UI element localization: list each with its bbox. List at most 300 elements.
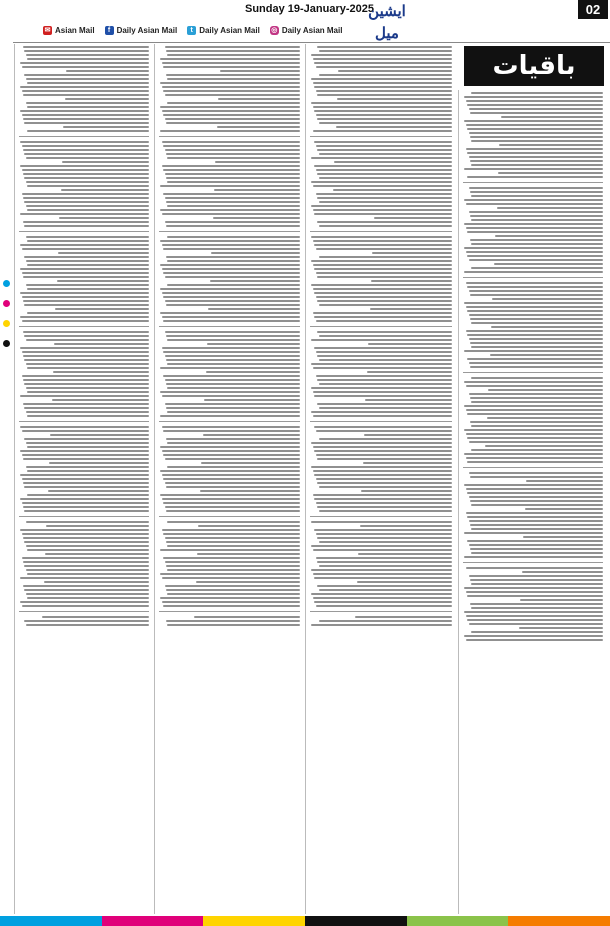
text-line: [317, 331, 452, 333]
text-line: [358, 553, 452, 555]
text-line: [220, 70, 300, 72]
text-line: [470, 318, 603, 320]
text-line: [313, 209, 452, 211]
text-line: [160, 58, 300, 60]
text-line: [22, 66, 149, 68]
text-line: [27, 185, 149, 187]
story-divider: [463, 372, 603, 373]
text-line: [167, 339, 300, 341]
text-line: [314, 395, 452, 397]
text-line: [317, 537, 452, 539]
black-swatch: [305, 916, 407, 926]
text-line: [498, 172, 603, 174]
text-line: [464, 405, 603, 407]
text-line: [166, 153, 300, 155]
text-line: [464, 168, 603, 170]
text-line: [464, 429, 603, 431]
story-divider: [310, 136, 452, 137]
text-line: [367, 371, 452, 373]
text-line: [23, 331, 149, 333]
text-line: [313, 130, 452, 132]
text-line: [311, 181, 452, 183]
text-line: [464, 484, 603, 486]
text-line: [166, 304, 300, 306]
text-line: [61, 189, 149, 191]
text-line: [311, 363, 452, 365]
text-line: [470, 548, 603, 550]
story-divider: [19, 611, 149, 612]
text-line: [194, 616, 300, 618]
text-line: [45, 553, 149, 555]
cyan-mark: [3, 280, 10, 287]
text-line: [26, 284, 150, 286]
text-line: [314, 601, 452, 603]
text-line: [20, 498, 149, 500]
text-line: [160, 597, 300, 599]
story-divider: [310, 611, 452, 612]
section-banner: باقیات: [464, 46, 604, 86]
text-line: [167, 102, 300, 104]
text-line: [471, 504, 603, 506]
text-line: [23, 537, 149, 539]
text-line: [316, 351, 452, 353]
text-line: [469, 520, 603, 522]
page-header: [13, 0, 610, 43]
story-divider: [159, 421, 300, 422]
text-line: [24, 74, 149, 76]
text-line: [466, 203, 603, 205]
text-line: [317, 118, 452, 120]
text-line: [20, 244, 149, 246]
text-line: [467, 492, 603, 494]
text-line: [311, 521, 452, 523]
text-line: [52, 399, 150, 401]
text-line: [464, 587, 603, 589]
story-divider: [19, 421, 149, 422]
text-line: [163, 169, 300, 171]
text-line: [469, 393, 603, 395]
text-line: [313, 312, 452, 314]
text-line: [167, 236, 300, 238]
text-line: [313, 58, 452, 60]
text-line: [464, 271, 603, 273]
social-label: Daily Asian Mail: [281, 25, 343, 35]
text-line: [311, 569, 452, 571]
social-label: Asian Mail: [55, 25, 95, 35]
story-divider: [463, 562, 603, 563]
text-line: [165, 300, 300, 302]
story-divider: [159, 231, 300, 232]
text-line: [167, 624, 300, 626]
text-line: [206, 371, 300, 373]
text-line: [167, 181, 300, 183]
text-line: [316, 296, 452, 298]
text-line: [167, 593, 300, 595]
text-line: [471, 267, 603, 269]
text-line: [464, 532, 603, 534]
text-line: [23, 94, 149, 96]
text-line: [313, 288, 452, 290]
text-line: [166, 335, 300, 337]
text-line: [160, 185, 300, 187]
text-line: [58, 252, 149, 254]
text-line: [316, 557, 452, 559]
text-line: [24, 256, 149, 258]
text-line: [471, 528, 603, 530]
text-line: [313, 106, 452, 108]
text-line: [485, 445, 603, 447]
text-line: [319, 565, 452, 567]
text-line: [314, 62, 452, 64]
text-line: [311, 387, 452, 389]
text-line: [316, 272, 452, 274]
text-line: [374, 217, 452, 219]
text-line: [65, 98, 150, 100]
text-line: [49, 462, 149, 464]
column-text: [463, 90, 603, 914]
text-line: [165, 94, 300, 96]
text-line: [311, 102, 452, 104]
text-line: [22, 533, 149, 535]
text-line: [466, 148, 603, 150]
text-line: [471, 164, 603, 166]
text-line: [20, 213, 149, 215]
text-line: [166, 177, 300, 179]
text-line: [162, 316, 300, 318]
text-line: [466, 567, 603, 569]
text-line: [167, 411, 300, 413]
column-text: [310, 44, 452, 914]
text-line: [162, 529, 300, 531]
text-line: [163, 320, 300, 322]
text-line: [313, 446, 452, 448]
text-line: [337, 98, 452, 100]
text-line: [317, 403, 452, 405]
text-line: [360, 525, 452, 527]
text-line: [22, 114, 149, 116]
text-line: [165, 149, 300, 151]
text-line: [162, 601, 300, 603]
text-line: [319, 383, 452, 385]
text-line: [24, 620, 149, 622]
text-line: [316, 114, 452, 116]
text-line: [26, 54, 150, 56]
text-line: [319, 510, 452, 512]
social-twitter[interactable]: [187, 26, 260, 35]
text-line: [311, 78, 452, 80]
text-line: [466, 433, 603, 435]
text-line: [162, 141, 300, 143]
text-line: [166, 225, 300, 227]
text-line: [317, 149, 452, 151]
text-line: [471, 401, 603, 403]
text-line: [470, 112, 603, 114]
text-line: [365, 399, 452, 401]
page-number: 02: [578, 0, 608, 19]
text-line: [471, 631, 603, 633]
text-line: [162, 498, 300, 500]
social-label: Daily Asian Mail: [116, 25, 178, 35]
text-line: [162, 395, 300, 397]
story-divider: [463, 467, 603, 468]
text-line: [215, 161, 300, 163]
text-line: [319, 620, 452, 622]
text-line: [319, 225, 452, 227]
text-line: [160, 82, 300, 84]
text-line: [46, 525, 149, 527]
text-line: [311, 593, 452, 595]
text-line: [368, 343, 452, 345]
text-line: [208, 308, 300, 310]
text-line: [317, 585, 452, 587]
text-line: [55, 308, 149, 310]
text-line: [520, 599, 603, 601]
text-line: [167, 442, 300, 444]
text-line: [313, 367, 452, 369]
text-line: [466, 124, 603, 126]
text-line: [166, 383, 300, 385]
text-line: [23, 482, 149, 484]
text-line: [467, 310, 603, 312]
text-line: [311, 624, 452, 626]
text-line: [317, 506, 452, 508]
text-line: [214, 189, 300, 191]
text-line: [163, 114, 300, 116]
text-line: [163, 272, 300, 274]
text-line: [464, 556, 603, 558]
text-line: [317, 46, 452, 48]
text-line: [163, 375, 300, 377]
text-line: [311, 545, 452, 547]
text-line: [165, 585, 300, 587]
text-line: [492, 298, 603, 300]
text-line: [203, 434, 300, 436]
text-line: [160, 106, 300, 108]
text-line: [470, 524, 603, 526]
text-line: [26, 593, 150, 595]
text-line: [317, 561, 452, 563]
text-line: [27, 312, 149, 314]
text-line: [319, 201, 452, 203]
text-line: [163, 193, 300, 195]
text-line: [24, 335, 149, 337]
text-line: [162, 62, 300, 64]
text-line: [20, 395, 149, 397]
magenta-swatch: [102, 916, 204, 926]
column-3: [154, 44, 304, 914]
text-line: [357, 581, 452, 583]
text-line: [470, 421, 603, 423]
text-line: [467, 104, 603, 106]
text-line: [469, 259, 603, 261]
text-line: [162, 347, 300, 349]
text-line: [165, 331, 300, 333]
text-line: [26, 466, 150, 468]
text-line: [20, 316, 149, 318]
text-line: [197, 553, 300, 555]
facebook-icon: f: [105, 26, 114, 35]
text-line: [467, 231, 603, 233]
story-divider: [463, 182, 603, 183]
text-line: [57, 280, 149, 282]
text-line: [27, 367, 149, 369]
text-line: [464, 350, 603, 352]
text-line: [467, 128, 603, 130]
text-line: [470, 366, 603, 368]
text-line: [466, 306, 603, 308]
text-line: [163, 248, 300, 250]
text-line: [471, 552, 603, 554]
text-line: [22, 454, 149, 456]
text-line: [163, 557, 300, 559]
text-line: [469, 338, 603, 340]
text-line: [162, 213, 300, 215]
text-line: [23, 379, 149, 381]
text-line: [469, 290, 603, 292]
text-line: [44, 581, 149, 583]
text-line: [464, 199, 603, 201]
text-line: [466, 615, 603, 617]
text-line: [160, 573, 300, 575]
text-line: [23, 458, 149, 460]
text-line: [166, 565, 300, 567]
text-line: [26, 181, 150, 183]
text-line: [24, 359, 149, 361]
text-line: [165, 458, 300, 460]
text-line: [163, 478, 300, 480]
text-line: [319, 438, 452, 440]
text-line: [467, 176, 603, 178]
social-mail[interactable]: [43, 26, 95, 35]
text-line: [334, 161, 452, 163]
text-line: [372, 252, 452, 254]
text-line: [22, 320, 149, 322]
text-line: [22, 145, 149, 147]
text-line: [22, 557, 149, 559]
text-line: [24, 565, 149, 567]
text-line: [363, 462, 452, 464]
text-line: [160, 240, 300, 242]
text-line: [24, 438, 149, 440]
text-line: [464, 120, 603, 122]
social-facebook[interactable]: [105, 26, 178, 35]
text-line: [467, 334, 603, 336]
text-line: [317, 197, 452, 199]
text-line: [466, 100, 603, 102]
text-line: [316, 169, 452, 171]
text-line: [167, 205, 300, 207]
text-line: [27, 573, 149, 575]
registration-strip: [0, 0, 13, 926]
text-line: [27, 106, 149, 108]
text-line: [160, 446, 300, 448]
text-line: [66, 70, 149, 72]
story-divider: [159, 136, 300, 137]
text-line: [213, 217, 300, 219]
text-line: [314, 213, 452, 215]
text-line: [314, 498, 452, 500]
text-line: [162, 292, 300, 294]
text-line: [27, 240, 149, 242]
text-line: [471, 583, 603, 585]
text-line: [316, 193, 452, 195]
text-line: [319, 153, 452, 155]
text-line: [167, 260, 300, 262]
text-line: [490, 354, 603, 356]
text-line: [26, 624, 150, 626]
instagram-icon: ◎: [271, 26, 278, 34]
text-line: [22, 193, 149, 195]
text-line: [20, 577, 149, 579]
text-line: [470, 342, 603, 344]
issue-date: Sunday 19-January-2025: [245, 3, 375, 15]
green-swatch: [407, 916, 509, 926]
text-line: [522, 571, 603, 573]
text-line: [316, 248, 452, 250]
text-line: [162, 577, 300, 579]
text-line: [319, 177, 452, 179]
text-line: [22, 430, 149, 432]
text-line: [162, 268, 300, 270]
text-line: [313, 82, 452, 84]
text-line: [316, 430, 452, 432]
text-line: [464, 96, 603, 98]
text-line: [471, 140, 603, 142]
text-line: [160, 264, 300, 266]
text-line: [163, 430, 300, 432]
text-line: [467, 595, 603, 597]
text-line: [314, 316, 452, 318]
text-line: [163, 605, 300, 607]
text-line: [314, 577, 452, 579]
text-line: [23, 118, 149, 120]
text-line: [160, 130, 300, 132]
text-line: [469, 132, 603, 134]
text-line: [22, 272, 149, 274]
column-4: [14, 44, 153, 914]
text-line: [311, 157, 452, 159]
text-line: [20, 347, 149, 349]
text-line: [464, 611, 603, 613]
text-line: [470, 500, 603, 502]
text-line: [487, 417, 603, 419]
text-line: [314, 450, 452, 452]
text-line: [54, 343, 149, 345]
text-line: [319, 589, 452, 591]
text-line: [23, 300, 149, 302]
text-line: [162, 110, 300, 112]
story-divider: [310, 516, 452, 517]
text-line: [469, 211, 603, 213]
text-line: [200, 490, 300, 492]
text-line: [319, 122, 452, 124]
text-line: [166, 510, 300, 512]
social-instagram[interactable]: [270, 26, 343, 35]
text-line: [24, 225, 149, 227]
text-line: [355, 616, 452, 618]
text-line: [319, 486, 452, 488]
text-line: [311, 466, 452, 468]
text-line: [24, 122, 149, 124]
text-line: [167, 54, 300, 56]
text-line: [27, 470, 149, 472]
text-line: [526, 480, 603, 482]
text-line: [470, 160, 603, 162]
text-line: [165, 173, 300, 175]
text-line: [163, 351, 300, 353]
text-line: [495, 235, 603, 237]
text-line: [317, 355, 452, 357]
